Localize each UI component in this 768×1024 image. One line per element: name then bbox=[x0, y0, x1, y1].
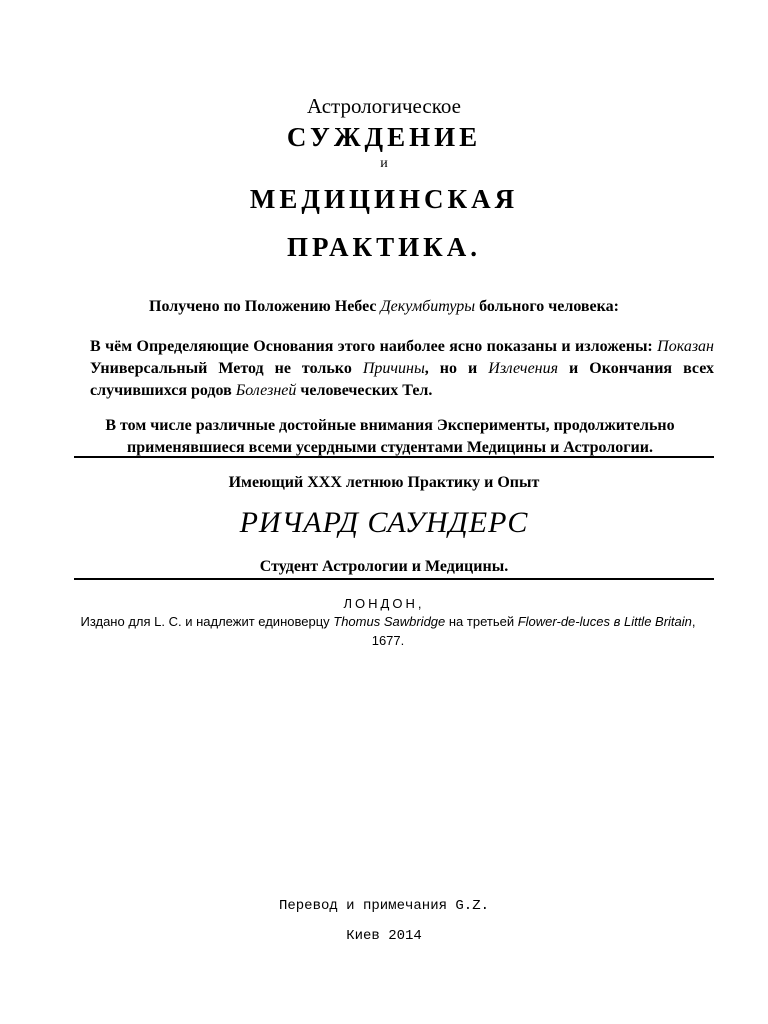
imprint-city: ЛОНДОН, bbox=[343, 596, 425, 611]
title-line-4: ПРАКТИКА. bbox=[287, 232, 481, 262]
description-paragraph: В чём Определяющие Основания этого наиболее ясно показаны и изложены: Показан Универсальный Метод не только Причины, но и Излечения и Окончания всех случившихся родов Болезней человеческих Тел. bbox=[90, 338, 714, 399]
experience-line: Имеющий XXX летнюю Практику и Опыт bbox=[228, 474, 540, 491]
title-line-1: Астрологическое bbox=[307, 94, 461, 118]
author-name: РИЧАРД САУНДЕРС bbox=[239, 506, 529, 539]
title-conjunction: и bbox=[380, 156, 388, 171]
title-line-3: МЕДИЦИНСКАЯ bbox=[249, 184, 519, 214]
author-title: Студент Астрологии и Медицины. bbox=[259, 558, 509, 575]
translation-credit: Перевод и примечания G.Z. bbox=[278, 898, 490, 914]
place-year: Киев 2014 bbox=[346, 928, 422, 944]
intro-line: Получено по Положению Небес Декумбитуры больного человека: bbox=[149, 298, 619, 315]
divider-top bbox=[74, 456, 714, 458]
imprint-details: Издано для L. C. и надлежит единоверцу Thomus Sawbridge на третьей Flower-de-luces в Little Britain, 1677. bbox=[80, 614, 696, 648]
experiments-paragraph: В том числе различные достойные внимания Эксперименты, продолжительно применявшиеся всеми усердными студентами Медицины и Астрологии. bbox=[105, 417, 675, 456]
title-line-2: СУЖДЕНИЕ bbox=[286, 122, 482, 152]
divider-bottom bbox=[74, 578, 714, 580]
